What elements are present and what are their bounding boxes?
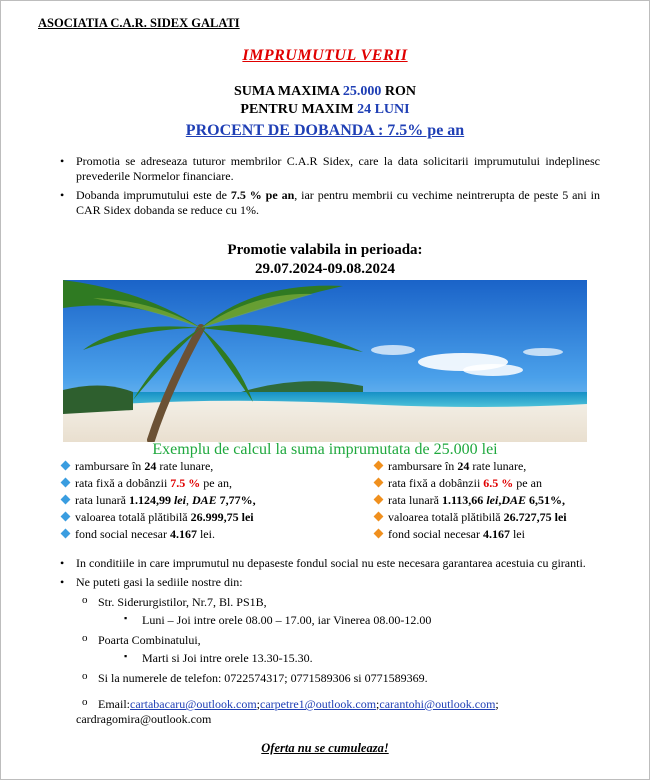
bullet-interest: • Dobanda imprumutului este de 7.5 % pe an, iar pentru membrii cu vechime neintrerupta de peste 5 ani in CAR Sidex dobanda se reduce cu 1%. <box>60 188 600 218</box>
diamond-bullet-icon <box>374 529 384 539</box>
diamond-bullet-icon <box>61 495 71 505</box>
intro-bullets <box>60 154 600 222</box>
office-hours: ▪ Luni – Joi intre orele 08.00 – 17.00, iar Vinerea 08.00-12.00 <box>118 613 600 628</box>
list-item: rata lunară 1.113,66 lei,DAE 6,51%, <box>373 493 567 510</box>
diamond-bullet-icon <box>61 512 71 522</box>
promo-heading: Promotie valabila in perioada: <box>227 242 423 258</box>
example-left-column <box>60 459 256 544</box>
list-item: valoarea totală plătibilă 26.999,75 lei <box>60 510 256 527</box>
list-item: rata fixă a dobânzii 6.5 % pe an <box>373 476 567 493</box>
max-amount: SUMA MAXIMA 25.000 RON <box>233 84 416 99</box>
list-item: valoarea totală plătibilă 26.727,75 lei <box>373 510 567 527</box>
footer-note: Oferta nu se cumuleaza! <box>261 741 389 755</box>
promo-period: 29.07.2024-09.08.2024 <box>255 261 395 277</box>
diamond-bullet-icon <box>374 495 384 505</box>
office-poarta-combinatului: o Poarta Combinatului, ▪ Marti si Joi intre orele 13.30-15.30. <box>76 633 600 666</box>
max-term: PENTRU MAXIM 24 LUNI <box>240 102 410 117</box>
diamond-bullet-icon <box>61 529 71 539</box>
diamond-bullet-icon <box>374 461 384 471</box>
beach-palm-image <box>63 280 587 442</box>
list-item: fond social necesar 4.167 lei <box>373 527 567 544</box>
list-item: rambursare în 24 rate lunare, <box>373 459 567 476</box>
bullet-guarantors: • In conditiile in care imprumutul nu depaseste fondul social nu este necesara garantarea acestuia cu giranti. <box>60 556 600 571</box>
diamond-bullet-icon <box>374 478 384 488</box>
bullet-offices: • Ne puteti gasi la sediile nostre din: o Str. Siderurgistilor, Nr.7, Bl. PS1B, ▪ Luni – Joi intre orele 08.00 – 17.00, iar Vinerea 08.00-12.00 o Poarta Combinatului, ▪ Marti si Joi intre orele 13.30-15.30. o Si la numerele de telefon: 0722574317; 0771589306 si 0771589369. <box>60 575 600 686</box>
list-item: fond social necesar 4.167 lei. <box>60 527 256 544</box>
email-plain: cardragomira@outlook.com <box>76 712 212 726</box>
bullet-eligibility: • Promotia se adreseaza tuturor membrilor C.A.R Sidex, care la data solicitarii imprumutului indeplinesc prevederile Normelor financiare. <box>60 154 600 184</box>
diamond-bullet-icon <box>61 478 71 488</box>
diamond-bullet-icon <box>374 512 384 522</box>
contact-bullets <box>60 556 600 691</box>
email-link[interactable]: carpetre1@outlook.com <box>260 697 377 711</box>
office-list <box>76 595 600 686</box>
email-link[interactable]: carantohi@outlook.com <box>379 697 496 711</box>
association-name: ASOCIATIA C.A.R. SIDEX GALATI <box>38 16 240 30</box>
office-hours: ▪ Marti si Joi intre orele 13.30-15.30. <box>118 651 600 666</box>
list-item: rambursare în 24 rate lunare, <box>60 459 256 476</box>
email-line: o Email:cartabacaru@outlook.com;carpetre1@outlook.com;carantohi@outlook.com; cardragomira@outlook.com <box>76 697 596 727</box>
offer-title: IMPRUMUTUL VERII <box>242 47 408 64</box>
example-title: Exemplu de calcul la suma imprumutata de 25.000 lei <box>152 441 498 458</box>
email-link[interactable]: cartabacaru@outlook.com <box>130 697 257 711</box>
list-item: rata lunară 1.124,99 lei, DAE 7,77%, <box>60 493 256 510</box>
phone-numbers: o Si la numerele de telefon: 0722574317; 0771589306 si 0771589369. <box>76 671 600 686</box>
beach-photo <box>63 280 587 442</box>
interest-rate-line: PROCENT DE DOBANDA : 7.5% pe an <box>185 122 465 139</box>
list-item: rata fixă a dobânzii 7.5 % pe an, <box>60 476 256 493</box>
office-siderurgistilor: o Str. Siderurgistilor, Nr.7, Bl. PS1B, ▪ Luni – Joi intre orele 08.00 – 17.00, iar Vinerea 08.00-12.00 <box>76 595 600 628</box>
diamond-bullet-icon <box>61 461 71 471</box>
example-right-column <box>373 459 567 544</box>
